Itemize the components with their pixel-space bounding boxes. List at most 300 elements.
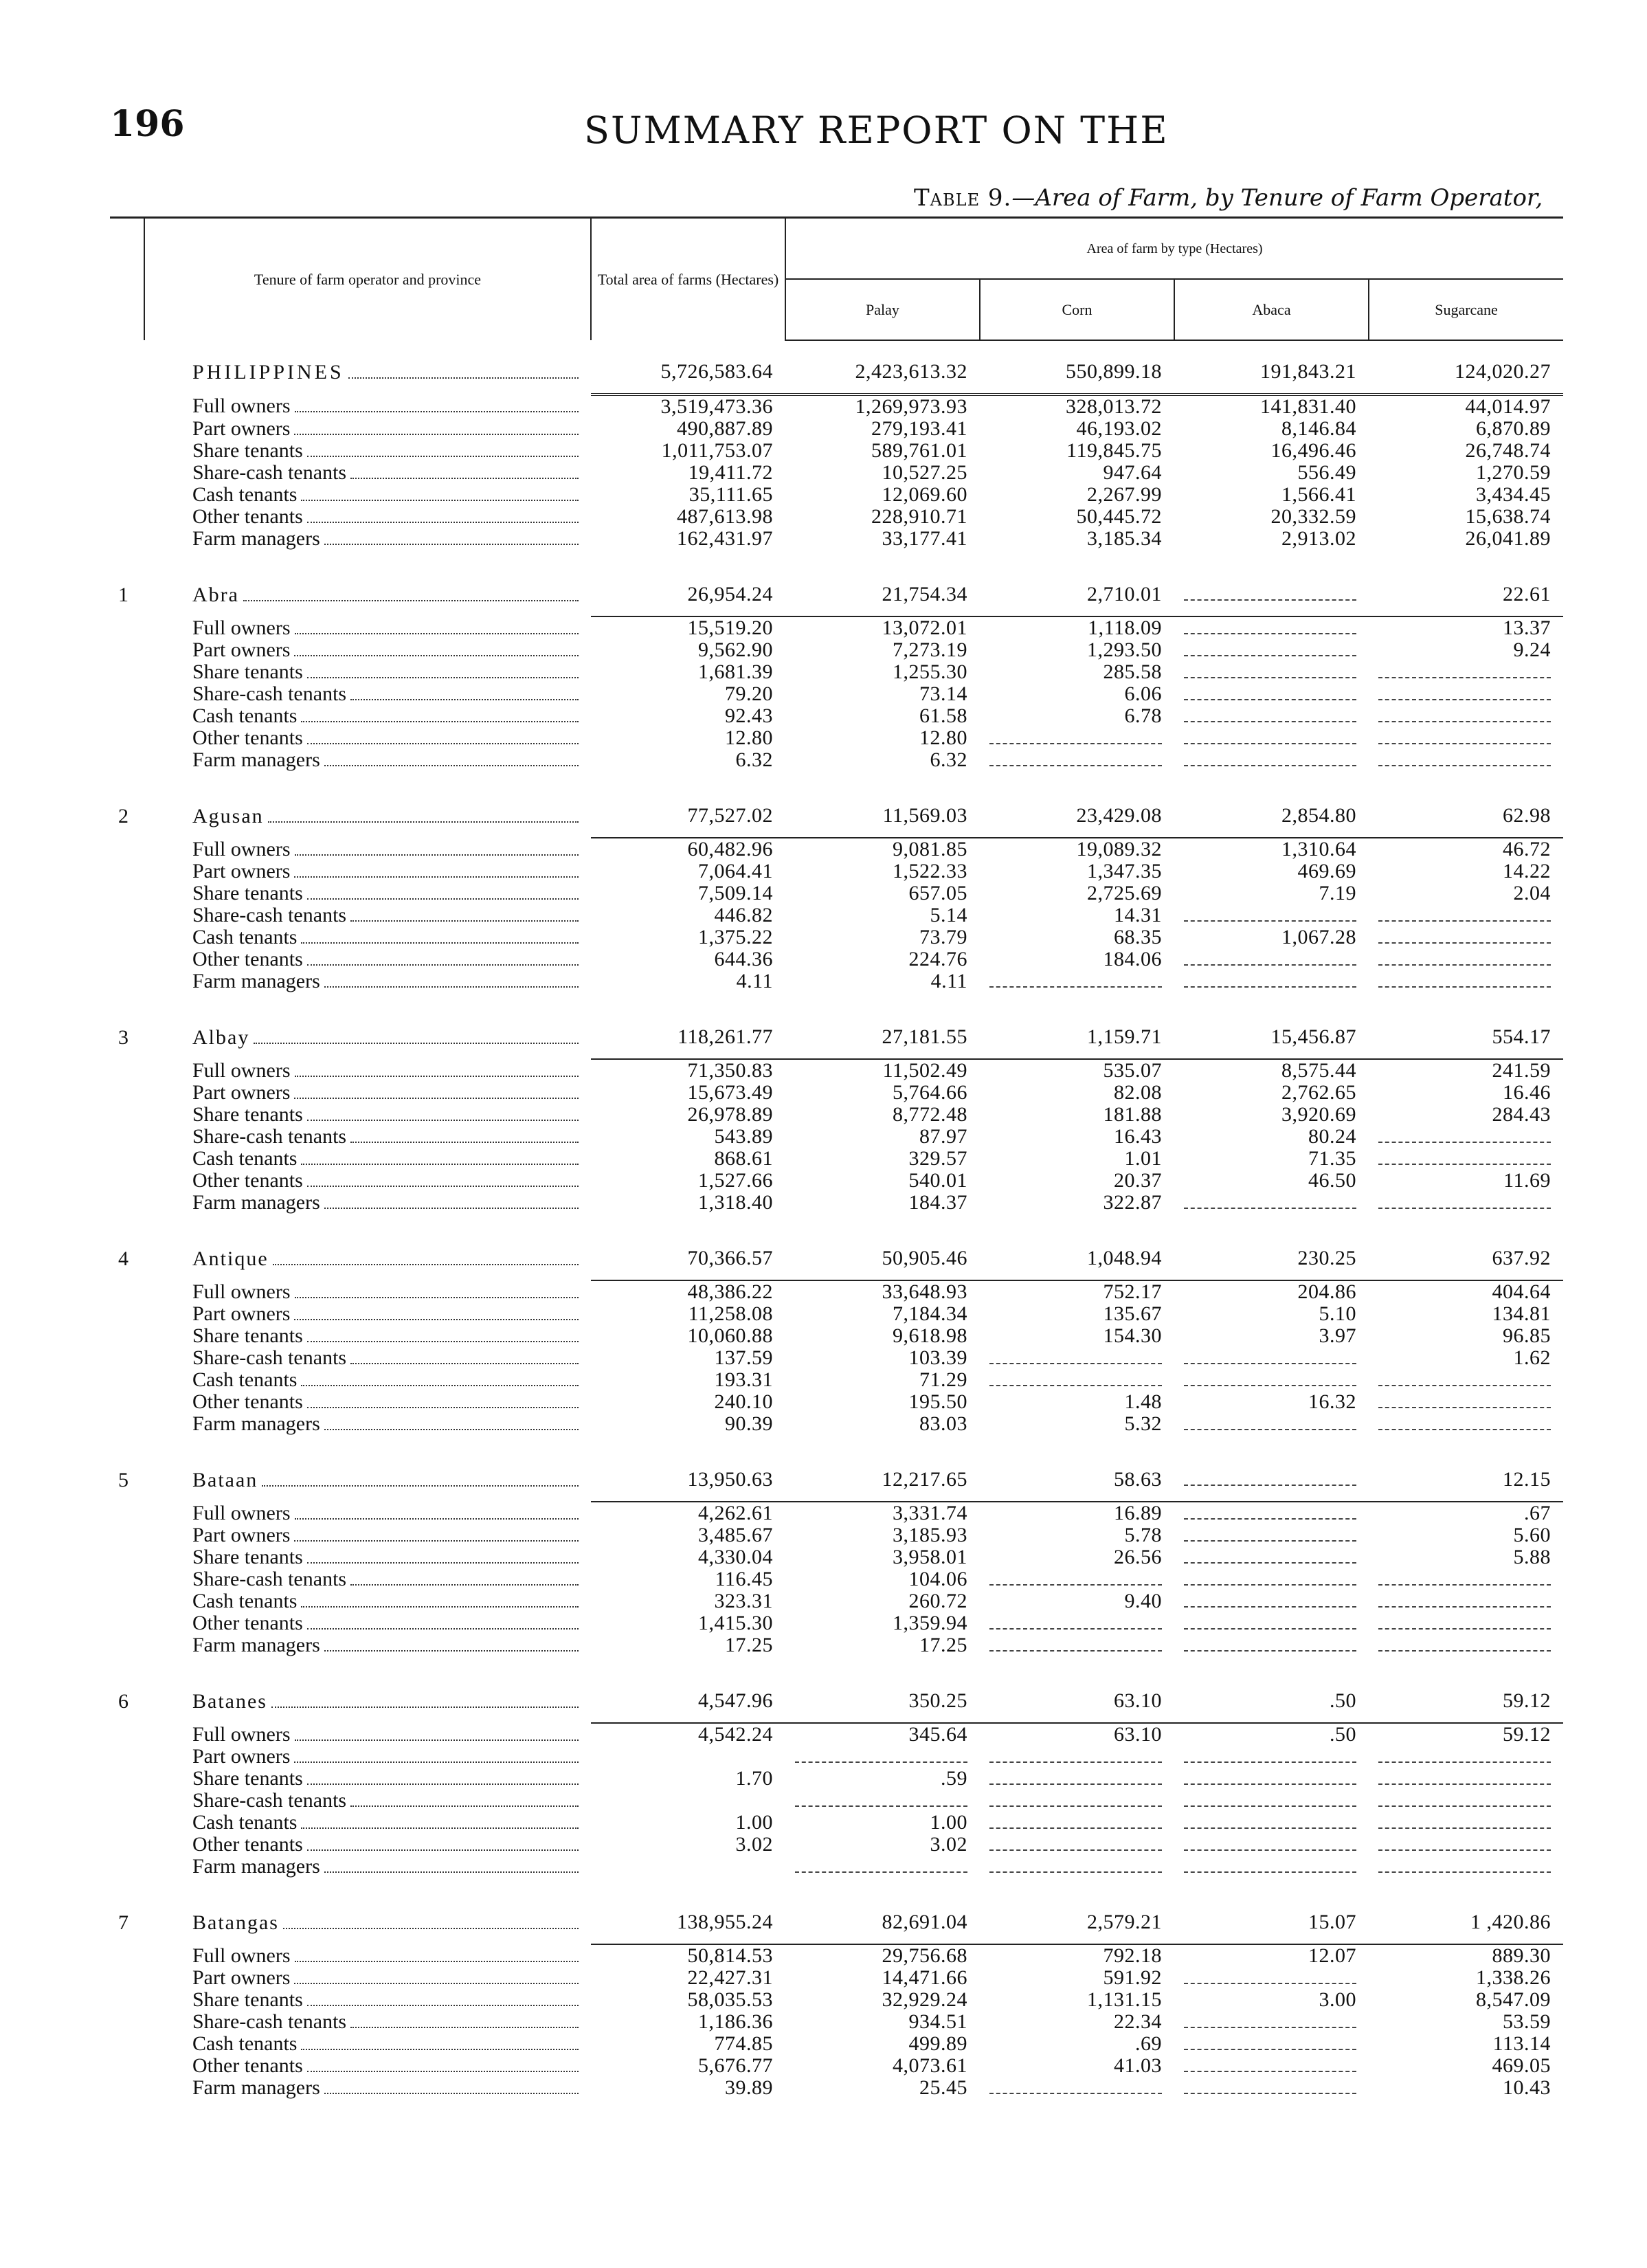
province-abaca-cell: 191,843.21 bbox=[1174, 340, 1369, 394]
tenure-abaca-cell: 3.97 bbox=[1319, 1325, 1356, 1347]
tenure-sugarcane-cell: 6,870.89 bbox=[1476, 418, 1551, 440]
tenure-abaca-cell bbox=[1174, 683, 1369, 705]
tenure-palay-cell: 12.80 bbox=[919, 727, 967, 749]
tenure-corn-cell: 154.30 bbox=[1103, 1325, 1162, 1347]
tenure-abaca-cell: 1,310.64 bbox=[1281, 838, 1356, 860]
tenure-label bbox=[144, 1502, 591, 1524]
tenure-label bbox=[144, 727, 591, 749]
province-sugarcane-cell: 554.17 bbox=[1369, 1006, 1563, 1059]
tenure-row bbox=[110, 616, 1563, 639]
tenure-abaca-cell bbox=[1174, 705, 1369, 727]
province-total-cell: 26,954.24 bbox=[591, 564, 785, 616]
tenure-total-cell: 323.31 bbox=[714, 1590, 773, 1612]
tenure-abaca-cell bbox=[1174, 904, 1369, 926]
tenure-abaca-cell bbox=[1174, 1812, 1369, 1834]
tenure-sugarcane-cell bbox=[1369, 705, 1563, 727]
province-sugarcane-cell: 124,020.27 bbox=[1369, 340, 1563, 394]
tenure-corn-cell: 68.35 bbox=[1114, 926, 1162, 948]
tenure-total-cell bbox=[591, 1790, 785, 1812]
tenure-palay-cell: 13,072.01 bbox=[882, 616, 967, 639]
tenure-corn-cell: 792.18 bbox=[1103, 1944, 1162, 1967]
province-palay-cell: 27,181.55 bbox=[785, 1006, 980, 1059]
tenure-corn-cell: 1,131.15 bbox=[1087, 1989, 1162, 2011]
tenure-abaca-cell: 80.24 bbox=[1308, 1126, 1356, 1148]
tenure-total-cell: 22,427.31 bbox=[687, 1967, 773, 1989]
tenure-label-text: Part owners bbox=[192, 1082, 291, 1104]
tenure-abaca-cell bbox=[1174, 1746, 1369, 1768]
index-column-header bbox=[110, 218, 144, 341]
tenure-abaca-cell bbox=[1174, 1502, 1369, 1524]
tenure-label bbox=[144, 1790, 591, 1812]
tenure-sugarcane-cell: 889.30 bbox=[1492, 1944, 1551, 1967]
tenure-total-cell: 1,375.22 bbox=[698, 926, 773, 948]
tenure-abaca-cell bbox=[1174, 749, 1369, 771]
tenure-label bbox=[144, 1126, 591, 1148]
tenure-corn-cell bbox=[980, 749, 1174, 771]
tenure-abaca-cell: 46.50 bbox=[1308, 1170, 1356, 1192]
tenure-total-cell: 137.59 bbox=[714, 1347, 773, 1369]
tenure-row bbox=[110, 1856, 1563, 1878]
tenure-palay-cell: 9,081.85 bbox=[893, 838, 967, 860]
tenure-row bbox=[110, 1546, 1563, 1568]
tenure-label-text: Share-cash tenants bbox=[192, 1568, 347, 1590]
tenure-abaca-cell bbox=[1174, 1634, 1369, 1656]
tenure-label-text: Cash tenants bbox=[192, 1148, 298, 1170]
tenure-label bbox=[144, 1768, 591, 1790]
tenure-label-text: Share tenants bbox=[192, 882, 303, 904]
tenure-sugarcane-cell: 13.37 bbox=[1503, 616, 1551, 639]
tenure-label bbox=[144, 749, 591, 771]
tenure-total-cell: 162,431.97 bbox=[677, 528, 773, 550]
tenure-label-text: Farm managers bbox=[192, 528, 320, 550]
tenure-palay-cell: 260.72 bbox=[908, 1590, 967, 1612]
tenure-palay-cell: 224.76 bbox=[908, 948, 967, 970]
tenure-corn-cell: 6.06 bbox=[1124, 683, 1162, 705]
tenure-row bbox=[110, 506, 1563, 528]
tenure-abaca-cell bbox=[1174, 2033, 1369, 2055]
tenure-palay-cell: 61.58 bbox=[919, 705, 967, 727]
tenure-label bbox=[144, 639, 591, 661]
tenure-corn-cell: 2,725.69 bbox=[1087, 882, 1162, 904]
tenure-row bbox=[110, 1192, 1563, 1214]
tenure-corn-cell: 1,118.09 bbox=[1088, 616, 1162, 639]
tenure-row bbox=[110, 462, 1563, 484]
tenure-row bbox=[110, 528, 1563, 550]
tenure-palay-cell: 83.03 bbox=[919, 1413, 967, 1435]
tenure-abaca-cell bbox=[1174, 2011, 1369, 2033]
province-abaca-cell: 2,854.80 bbox=[1174, 785, 1369, 838]
tenure-label bbox=[144, 1104, 591, 1126]
tenure-row bbox=[110, 1790, 1563, 1812]
tenure-total-cell: 1,318.40 bbox=[698, 1192, 773, 1214]
tenure-sugarcane-cell bbox=[1369, 1568, 1563, 1590]
province-total-cell: 77,527.02 bbox=[591, 785, 785, 838]
tenure-palay-cell bbox=[785, 1790, 980, 1812]
tenure-abaca-cell: 1,566.41 bbox=[1281, 484, 1356, 506]
tenure-row bbox=[110, 484, 1563, 506]
province-index: 5 bbox=[118, 1468, 128, 1491]
tenure-row bbox=[110, 882, 1563, 904]
tenure-abaca-cell: 5.10 bbox=[1319, 1303, 1356, 1325]
tenure-label-text: Other tenants bbox=[192, 948, 303, 970]
tenure-total-cell bbox=[591, 1856, 785, 1878]
province-name bbox=[144, 564, 591, 616]
tenure-row bbox=[110, 2077, 1563, 2099]
tenure-label-text: Full owners bbox=[192, 838, 291, 860]
tenure-label bbox=[144, 882, 591, 904]
tenure-abaca-cell bbox=[1174, 661, 1369, 683]
province-palay-cell: 21,754.34 bbox=[785, 564, 980, 616]
tenure-sugarcane-cell bbox=[1369, 1834, 1563, 1856]
tenure-sugarcane-cell: 241.59 bbox=[1492, 1059, 1551, 1082]
tenure-abaca-cell: 12.07 bbox=[1308, 1944, 1356, 1967]
province-corn-cell: 1,159.71 bbox=[980, 1006, 1174, 1059]
tenure-sugarcane-cell bbox=[1369, 661, 1563, 683]
tenure-total-cell: 7,064.41 bbox=[698, 860, 773, 882]
tenure-corn-cell: 46,193.02 bbox=[1076, 418, 1162, 440]
tenure-palay-cell: 8,772.48 bbox=[893, 1104, 967, 1126]
tenure-abaca-cell: 3,920.69 bbox=[1281, 1104, 1356, 1126]
tenure-abaca-cell: 2,913.02 bbox=[1281, 528, 1356, 550]
province-corn-cell: 58.63 bbox=[980, 1449, 1174, 1502]
tenure-row bbox=[110, 639, 1563, 661]
tenure-label-text: Share-cash tenants bbox=[192, 904, 347, 926]
tenure-row bbox=[110, 1989, 1563, 2011]
province-sugarcane-cell: 59.12 bbox=[1369, 1670, 1563, 1723]
province-total-row bbox=[110, 564, 1563, 616]
tenure-abaca-cell: 16,496.46 bbox=[1270, 440, 1356, 462]
tenure-corn-cell: 3,185.34 bbox=[1087, 528, 1162, 550]
tenure-total-cell: 58,035.53 bbox=[687, 1989, 773, 2011]
tenure-total-cell: 11,258.08 bbox=[688, 1303, 773, 1325]
table-caption-text: —Area of Farm, by Tenure of Farm Operator, bbox=[1011, 184, 1543, 212]
tenure-label bbox=[144, 2055, 591, 2077]
tenure-total-cell: 3,485.67 bbox=[698, 1524, 773, 1546]
tenure-total-cell: 10,060.88 bbox=[687, 1325, 773, 1347]
tenure-sugarcane-cell bbox=[1369, 1369, 1563, 1391]
tenure-row bbox=[110, 727, 1563, 749]
tenure-total-cell: 1,186.36 bbox=[698, 2011, 773, 2033]
tenure-palay-cell: 25.45 bbox=[919, 2077, 967, 2099]
tenure-abaca-cell bbox=[1174, 727, 1369, 749]
province-total-row bbox=[110, 1670, 1563, 1723]
tenure-palay-cell: 345.64 bbox=[908, 1723, 967, 1746]
tenure-row bbox=[110, 1944, 1563, 1967]
tenure-row bbox=[110, 418, 1563, 440]
tenure-corn-cell: 119,845.75 bbox=[1066, 440, 1162, 462]
running-head: SUMMARY REPORT ON THE bbox=[584, 109, 1169, 152]
tenure-sugarcane-cell: .67 bbox=[1524, 1502, 1551, 1524]
tenure-corn-cell bbox=[980, 1856, 1174, 1878]
tenure-label bbox=[144, 1082, 591, 1104]
tenure-total-cell: 868.61 bbox=[714, 1148, 773, 1170]
tenure-row bbox=[110, 2011, 1563, 2033]
province-name bbox=[144, 1891, 591, 1944]
tenure-corn-cell: 63.10 bbox=[1114, 1723, 1162, 1746]
tenure-abaca-cell bbox=[1174, 1856, 1369, 1878]
tenure-total-cell: 5,676.77 bbox=[698, 2055, 773, 2077]
tenure-sugarcane-cell bbox=[1369, 1812, 1563, 1834]
province-palay-cell: 50,905.46 bbox=[785, 1227, 980, 1280]
tenure-sugarcane-cell: 10.43 bbox=[1503, 2077, 1551, 2099]
tenure-label bbox=[144, 1413, 591, 1435]
tenure-sugarcane-cell bbox=[1369, 1391, 1563, 1413]
tenure-corn-cell: 26.56 bbox=[1114, 1546, 1162, 1568]
tenure-sugarcane-cell bbox=[1369, 749, 1563, 771]
province-sugarcane-cell: 12.15 bbox=[1369, 1449, 1563, 1502]
tenure-sugarcane-cell bbox=[1369, 1148, 1563, 1170]
tenure-label-text: Full owners bbox=[192, 1059, 291, 1082]
tenure-label-text: Cash tenants bbox=[192, 1812, 298, 1834]
tenure-row bbox=[110, 661, 1563, 683]
tenure-palay-cell: 7,273.19 bbox=[893, 639, 967, 661]
tenure-label-text: Share tenants bbox=[192, 1104, 303, 1126]
province-total-row bbox=[110, 1891, 1563, 1944]
tenure-sugarcane-cell bbox=[1369, 683, 1563, 705]
tenure-total-cell: 17.25 bbox=[725, 1634, 773, 1656]
tenure-label-text: Part owners bbox=[192, 1524, 291, 1546]
tenure-abaca-cell bbox=[1174, 1347, 1369, 1369]
province-name-text: Batangas bbox=[192, 1911, 279, 1934]
tenure-palay-cell: 1,269,973.93 bbox=[855, 395, 967, 418]
tenure-total-cell: 4,330.04 bbox=[698, 1546, 773, 1568]
tenure-abaca-cell: 556.49 bbox=[1297, 462, 1356, 484]
tenure-row bbox=[110, 440, 1563, 462]
tenure-total-cell: 12.80 bbox=[725, 727, 773, 749]
tenure-corn-cell bbox=[980, 1347, 1174, 1369]
province-name bbox=[144, 785, 591, 838]
tenure-corn-cell: 1.48 bbox=[1124, 1391, 1162, 1413]
tenure-palay-cell: 4,073.61 bbox=[893, 2055, 967, 2077]
province-abaca-cell: .50 bbox=[1174, 1670, 1369, 1723]
tenure-sugarcane-cell bbox=[1369, 904, 1563, 926]
province-total-row bbox=[110, 1449, 1563, 1502]
tenure-sugarcane-cell: 134.81 bbox=[1492, 1303, 1551, 1325]
tenure-row bbox=[110, 1170, 1563, 1192]
tenure-corn-cell: 285.58 bbox=[1103, 661, 1162, 683]
tenure-palay-cell: 7,184.34 bbox=[893, 1303, 967, 1325]
tenure-label bbox=[144, 1834, 591, 1856]
tenure-row bbox=[110, 1347, 1563, 1369]
tenure-total-cell: 92.43 bbox=[725, 705, 773, 727]
tenure-sugarcane-cell: 46.72 bbox=[1503, 838, 1551, 860]
province-name-text: Albay bbox=[192, 1025, 250, 1049]
tenure-sugarcane-cell: 3,434.45 bbox=[1476, 484, 1551, 506]
tenure-palay-cell: 3,185.93 bbox=[893, 1524, 967, 1546]
province-name-text: Bataan bbox=[192, 1468, 258, 1491]
tenure-total-cell: 4.11 bbox=[736, 970, 773, 992]
tenure-corn-cell: 9.40 bbox=[1124, 1590, 1162, 1612]
tenure-total-cell: 15,519.20 bbox=[687, 616, 773, 639]
tenure-palay-cell: 5.14 bbox=[930, 904, 967, 926]
tenure-sugarcane-cell: 113.14 bbox=[1492, 2033, 1551, 2055]
tenure-palay-cell: 540.01 bbox=[908, 1170, 967, 1192]
tenure-label bbox=[144, 1634, 591, 1656]
tenure-row bbox=[110, 1812, 1563, 1834]
tenure-total-cell: 60,482.96 bbox=[687, 838, 773, 860]
province-index: 7 bbox=[118, 1911, 128, 1934]
tenure-column-header: Tenure of farm operator and province bbox=[144, 218, 591, 341]
province-index: 6 bbox=[118, 1689, 128, 1713]
tenure-corn-cell bbox=[980, 1834, 1174, 1856]
tenure-sugarcane-cell: 469.05 bbox=[1492, 2055, 1551, 2077]
province-total-cell: 70,366.57 bbox=[591, 1227, 785, 1280]
tenure-abaca-cell bbox=[1174, 1546, 1369, 1568]
tenure-label-text: Share-cash tenants bbox=[192, 2011, 347, 2033]
province-name-text: Batanes bbox=[192, 1689, 267, 1713]
tenure-abaca-cell bbox=[1174, 639, 1369, 661]
tenure-label bbox=[144, 440, 591, 462]
tenure-row bbox=[110, 2033, 1563, 2055]
tenure-sugarcane-cell: 14.22 bbox=[1503, 860, 1551, 882]
tenure-sugarcane-cell: 5.88 bbox=[1513, 1546, 1551, 1568]
tenure-palay-cell: 934.51 bbox=[908, 2011, 967, 2033]
province-total-cell: 138,955.24 bbox=[591, 1891, 785, 1944]
tenure-abaca-cell: 20,332.59 bbox=[1270, 506, 1356, 528]
province-total-cell: 118,261.77 bbox=[591, 1006, 785, 1059]
tenure-label bbox=[144, 1856, 591, 1878]
tenure-row bbox=[110, 970, 1563, 992]
tenure-total-cell: 7,509.14 bbox=[698, 882, 773, 904]
tenure-label bbox=[144, 683, 591, 705]
tenure-total-cell: 1.00 bbox=[735, 1812, 773, 1834]
tenure-corn-cell bbox=[980, 1768, 1174, 1790]
tenure-sugarcane-cell: 44,014.97 bbox=[1465, 395, 1551, 418]
tenure-total-cell: 487,613.98 bbox=[677, 506, 773, 528]
tenure-label bbox=[144, 1347, 591, 1369]
tenure-total-cell: 90.39 bbox=[725, 1413, 773, 1435]
tenure-label-text: Full owners bbox=[192, 1280, 291, 1303]
tenure-sugarcane-cell bbox=[1369, 1746, 1563, 1768]
tenure-label-text: Farm managers bbox=[192, 1634, 320, 1656]
tenure-sugarcane-cell: 53.59 bbox=[1503, 2011, 1551, 2033]
tenure-label-text: Share-cash tenants bbox=[192, 1790, 347, 1812]
province-total-row bbox=[110, 785, 1563, 838]
tenure-corn-cell: 184.06 bbox=[1103, 948, 1162, 970]
province-total-cell: 4,547.96 bbox=[591, 1670, 785, 1723]
tenure-label bbox=[144, 1369, 591, 1391]
tenure-label bbox=[144, 860, 591, 882]
corn-column-header: Corn bbox=[980, 279, 1174, 340]
tenure-abaca-cell bbox=[1174, 1369, 1369, 1391]
tenure-label bbox=[144, 1148, 591, 1170]
tenure-row bbox=[110, 749, 1563, 771]
tenure-total-cell: 3.02 bbox=[735, 1834, 773, 1856]
province-name-text: Agusan bbox=[192, 804, 264, 827]
tenure-corn-cell: 591.92 bbox=[1103, 1967, 1162, 1989]
tenure-label bbox=[144, 1303, 591, 1325]
tenure-palay-cell: 195.50 bbox=[908, 1391, 967, 1413]
tenure-total-cell: 1,011,753.07 bbox=[661, 440, 773, 462]
tenure-corn-cell bbox=[980, 1634, 1174, 1656]
tenure-label-text: Part owners bbox=[192, 1746, 291, 1768]
tenure-label bbox=[144, 1812, 591, 1834]
tenure-label bbox=[144, 1723, 591, 1746]
tenure-palay-cell: 103.39 bbox=[908, 1347, 967, 1369]
tenure-palay-cell: 228,910.71 bbox=[871, 506, 967, 528]
province-total-row bbox=[110, 1006, 1563, 1059]
tenure-corn-cell bbox=[980, 727, 1174, 749]
tenure-label bbox=[144, 484, 591, 506]
tenure-row bbox=[110, 1325, 1563, 1347]
table-caption bbox=[914, 184, 1543, 212]
province-abaca-cell bbox=[1174, 1449, 1369, 1502]
tenure-palay-cell: 3,958.01 bbox=[893, 1546, 967, 1568]
tenure-sugarcane-cell: 96.85 bbox=[1503, 1325, 1551, 1347]
province-abaca-cell: 15.07 bbox=[1174, 1891, 1369, 1944]
province-index: 3 bbox=[118, 1025, 128, 1049]
tenure-row bbox=[110, 904, 1563, 926]
tenure-corn-cell: 41.03 bbox=[1114, 2055, 1162, 2077]
province-corn-cell: 550,899.18 bbox=[980, 340, 1174, 394]
tenure-row bbox=[110, 1369, 1563, 1391]
province-name bbox=[144, 1449, 591, 1502]
province-corn-cell: 23,429.08 bbox=[980, 785, 1174, 838]
abaca-column-header: Abaca bbox=[1174, 279, 1369, 340]
tenure-row bbox=[110, 1568, 1563, 1590]
tenure-corn-cell bbox=[980, 1812, 1174, 1834]
tenure-label bbox=[144, 616, 591, 639]
tenure-label-text: Cash tenants bbox=[192, 1369, 298, 1391]
tenure-corn-cell: 947.64 bbox=[1103, 462, 1162, 484]
tenure-row bbox=[110, 1303, 1563, 1325]
tenure-total-cell: 446.82 bbox=[714, 904, 773, 926]
tenure-label-text: Share tenants bbox=[192, 1768, 303, 1790]
tenure-label bbox=[144, 506, 591, 528]
tenure-label bbox=[144, 1170, 591, 1192]
tenure-label-text: Share tenants bbox=[192, 661, 303, 683]
tenure-abaca-cell bbox=[1174, 1790, 1369, 1812]
tenure-sugarcane-cell: 2.04 bbox=[1513, 882, 1551, 904]
total-area-column-header: Total area of farms (Hectares) bbox=[591, 218, 785, 341]
tenure-abaca-cell: 2,762.65 bbox=[1281, 1082, 1356, 1104]
tenure-corn-cell: 1,347.35 bbox=[1087, 860, 1162, 882]
tenure-row bbox=[110, 2055, 1563, 2077]
farm-area-table bbox=[110, 216, 1563, 2099]
tenure-total-cell: 35,111.65 bbox=[688, 484, 773, 506]
tenure-label bbox=[144, 661, 591, 683]
tenure-corn-cell bbox=[980, 2077, 1174, 2099]
tenure-corn-cell: 82.08 bbox=[1114, 1082, 1162, 1104]
tenure-row bbox=[110, 1834, 1563, 1856]
tenure-row bbox=[110, 1126, 1563, 1148]
tenure-abaca-cell bbox=[1174, 616, 1369, 639]
tenure-sugarcane-cell bbox=[1369, 1856, 1563, 1878]
tenure-abaca-cell bbox=[1174, 1768, 1369, 1790]
tenure-row bbox=[110, 705, 1563, 727]
tenure-abaca-cell bbox=[1174, 1192, 1369, 1214]
tenure-label-text: Part owners bbox=[192, 639, 291, 661]
tenure-total-cell: 15,673.49 bbox=[687, 1082, 773, 1104]
tenure-sugarcane-cell bbox=[1369, 1612, 1563, 1634]
tenure-label-text: Share-cash tenants bbox=[192, 1126, 347, 1148]
tenure-label-text: Other tenants bbox=[192, 1612, 303, 1634]
tenure-label bbox=[144, 394, 591, 418]
tenure-row bbox=[110, 1967, 1563, 1989]
tenure-total-cell: 19,411.72 bbox=[688, 462, 773, 484]
tenure-corn-cell: 181.88 bbox=[1103, 1104, 1162, 1126]
tenure-label bbox=[144, 948, 591, 970]
tenure-row bbox=[110, 1634, 1563, 1656]
tenure-abaca-cell: 7.19 bbox=[1319, 882, 1356, 904]
tenure-label-text: Share-cash tenants bbox=[192, 462, 347, 484]
tenure-palay-cell: 33,177.41 bbox=[882, 528, 967, 550]
tenure-label bbox=[144, 2077, 591, 2099]
tenure-sugarcane-cell: 59.12 bbox=[1503, 1723, 1551, 1746]
province-name bbox=[144, 340, 591, 394]
tenure-label-text: Part owners bbox=[192, 860, 291, 882]
tenure-label-text: Cash tenants bbox=[192, 1590, 298, 1612]
